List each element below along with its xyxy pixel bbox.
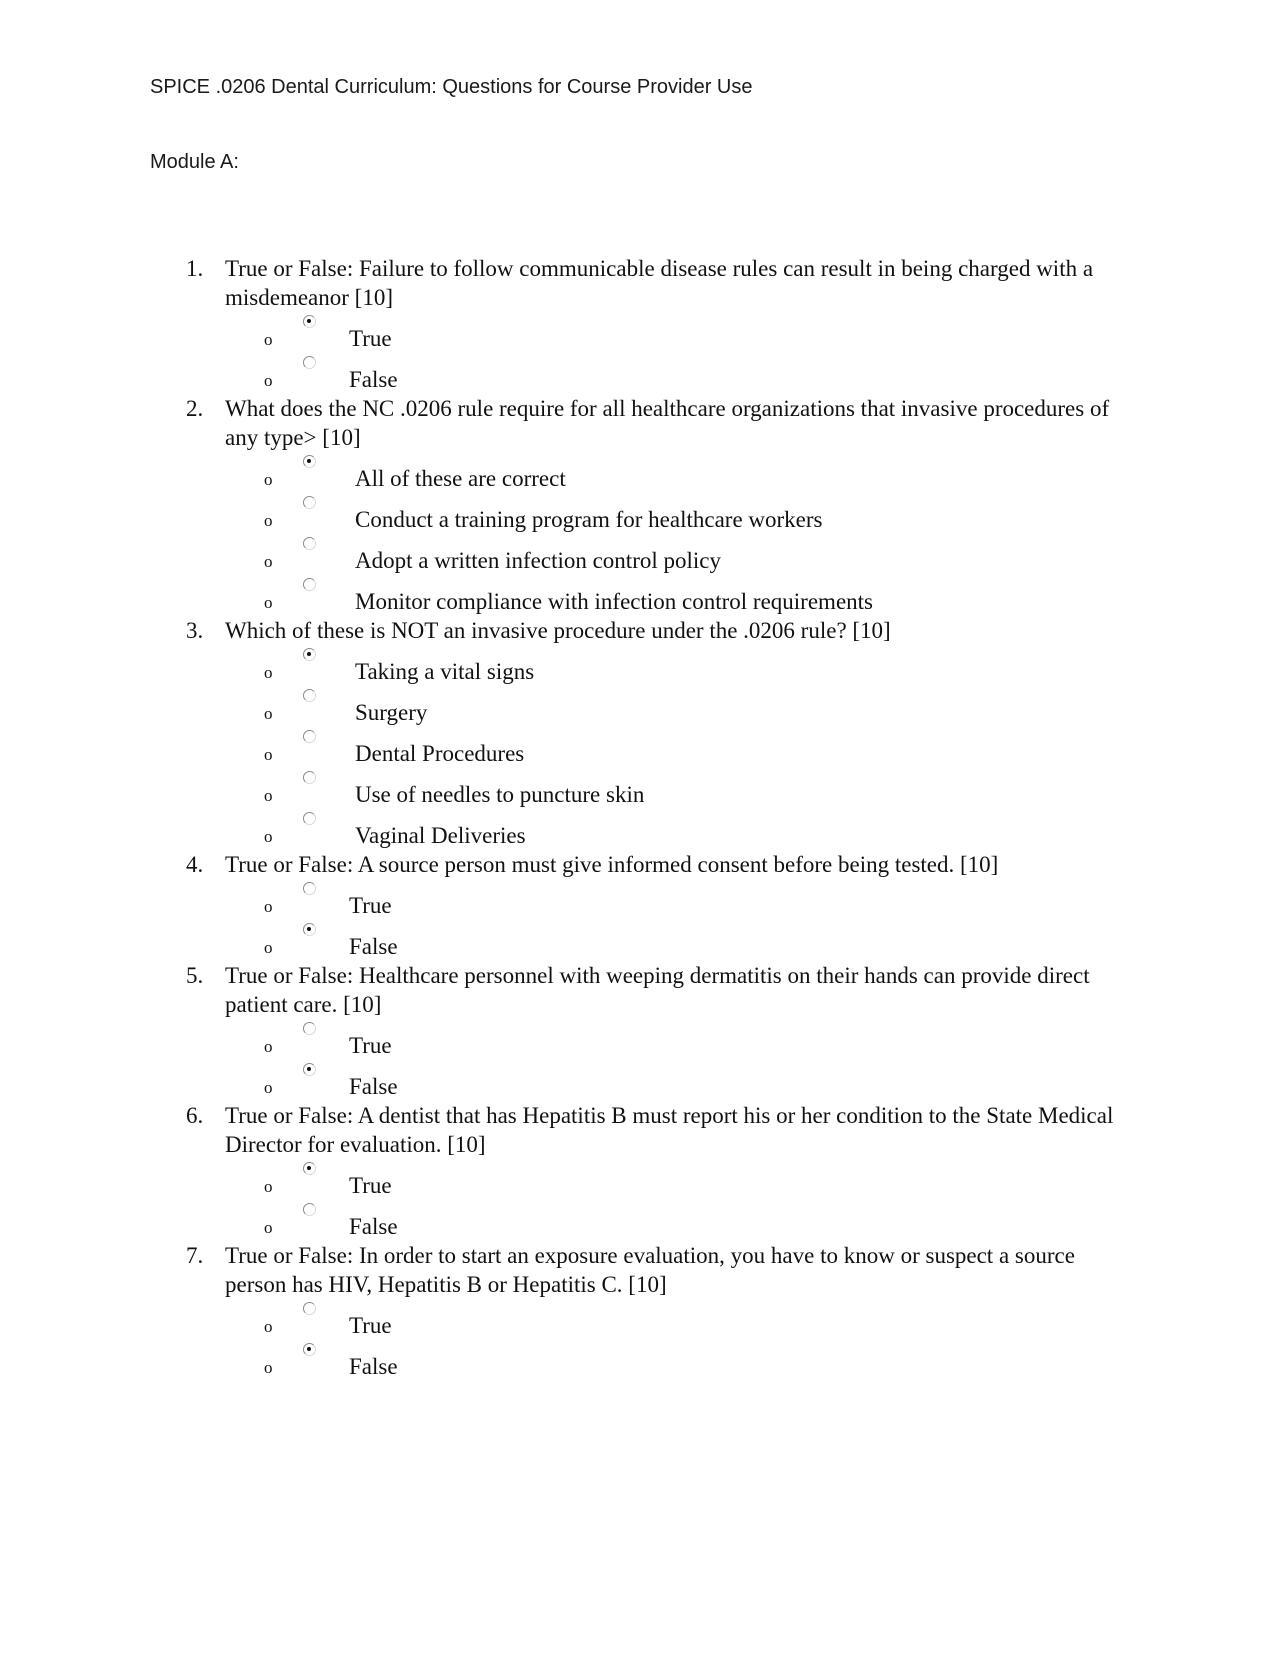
list-bullet: o — [264, 1078, 273, 1097]
answer-option[interactable] — [0, 312, 1280, 353]
answer-option[interactable] — [0, 493, 1280, 534]
list-bullet: o — [264, 745, 273, 764]
radio-unselected-icon[interactable] — [303, 578, 316, 591]
answer-label: Conduct a training program for healthcare workers — [355, 507, 823, 532]
answer-options — [0, 1159, 1280, 1241]
list-bullet: o — [264, 593, 273, 612]
radio-selected-icon[interactable] — [303, 1063, 316, 1076]
question-7 — [0, 1241, 1280, 1381]
answer-options — [0, 1299, 1280, 1381]
radio-selected-icon[interactable] — [303, 923, 316, 936]
list-bullet: o — [264, 1358, 273, 1377]
answer-option[interactable] — [0, 353, 1280, 394]
answer-option[interactable] — [0, 768, 1280, 809]
answer-option[interactable] — [0, 1159, 1280, 1200]
question-3 — [0, 616, 1280, 850]
answer-label: True — [349, 893, 392, 918]
question-number: 1. — [186, 256, 204, 281]
radio-selected-icon[interactable] — [303, 1162, 316, 1175]
question-5 — [0, 961, 1280, 1101]
question-text: True or False: Healthcare personnel with weeping dermatitis on their hands can provide direct patient care. [10] — [225, 963, 1090, 1017]
answer-label: Monitor compliance with infection control requirements — [355, 589, 873, 614]
list-bullet: o — [264, 827, 273, 846]
answer-options — [0, 879, 1280, 961]
radio-unselected-icon[interactable] — [303, 1022, 316, 1035]
question-text: Which of these is NOT an invasive procedure under the .0206 rule? [10] — [225, 618, 891, 643]
answer-options — [0, 645, 1280, 850]
question-number: 4. — [186, 852, 204, 877]
list-bullet: o — [264, 663, 273, 682]
answer-option[interactable] — [0, 534, 1280, 575]
radio-unselected-icon[interactable] — [303, 356, 316, 369]
question-2 — [0, 394, 1280, 616]
question-6 — [0, 1101, 1280, 1241]
list-bullet: o — [264, 371, 273, 390]
radio-unselected-icon[interactable] — [303, 537, 316, 550]
list-bullet: o — [264, 1218, 273, 1237]
answer-label: Vaginal Deliveries — [355, 823, 526, 848]
answer-label: True — [349, 1173, 392, 1198]
question-number: 3. — [186, 618, 204, 643]
answer-label: All of these are correct — [355, 466, 566, 491]
answer-option[interactable] — [0, 1340, 1280, 1381]
question-text: True or False: A source person must give informed consent before being tested. [10] — [225, 852, 999, 877]
answer-options — [0, 1019, 1280, 1101]
answer-option[interactable] — [0, 879, 1280, 920]
answer-option[interactable] — [0, 452, 1280, 493]
answer-option[interactable] — [0, 809, 1280, 850]
answer-label: True — [349, 326, 392, 351]
answer-option[interactable] — [0, 1060, 1280, 1101]
answer-label: False — [349, 367, 398, 392]
radio-unselected-icon[interactable] — [303, 812, 316, 825]
answer-label: Surgery — [355, 700, 428, 725]
answer-option[interactable] — [0, 645, 1280, 686]
radio-unselected-icon[interactable] — [303, 496, 316, 509]
answer-label: Adopt a written infection control policy — [355, 548, 721, 573]
answer-option[interactable] — [0, 920, 1280, 961]
answer-label: False — [349, 1354, 398, 1379]
answer-label: False — [349, 1214, 398, 1239]
question-4 — [0, 850, 1280, 961]
answer-label: Use of needles to puncture skin — [355, 782, 645, 807]
list-bullet: o — [264, 1037, 273, 1056]
radio-unselected-icon[interactable] — [303, 1302, 316, 1315]
question-1 — [0, 254, 1280, 394]
question-text: True or False: Failure to follow communicable disease rules can result in being charged with a misdemeanor [10] — [225, 256, 1094, 310]
list-bullet: o — [264, 330, 273, 349]
answer-option[interactable] — [0, 727, 1280, 768]
question-number: 2. — [186, 396, 204, 421]
radio-unselected-icon[interactable] — [303, 771, 316, 784]
answer-option[interactable] — [0, 575, 1280, 616]
module-heading: Module A: — [150, 151, 239, 173]
list-bullet: o — [264, 511, 273, 530]
answer-label: False — [349, 934, 398, 959]
radio-selected-icon[interactable] — [303, 1343, 316, 1356]
question-number: 5. — [186, 963, 204, 988]
list-bullet: o — [264, 470, 273, 489]
document-title: SPICE .0206 Dental Curriculum: Questions for Course Provider Use — [150, 76, 753, 98]
list-bullet: o — [264, 897, 273, 916]
question-list — [0, 254, 1280, 1381]
answer-options — [0, 452, 1280, 616]
answer-label: Taking a vital signs — [355, 659, 535, 684]
answer-label: True — [349, 1033, 392, 1058]
list-bullet: o — [264, 704, 273, 723]
answer-label: True — [349, 1313, 392, 1338]
question-number: 7. — [186, 1243, 204, 1268]
question-number: 6. — [186, 1103, 204, 1128]
radio-unselected-icon[interactable] — [303, 730, 316, 743]
list-bullet: o — [264, 1317, 273, 1336]
list-bullet: o — [264, 786, 273, 805]
list-bullet: o — [264, 938, 273, 957]
list-bullet: o — [264, 552, 273, 571]
question-text: True or False: A dentist that has Hepatitis B must report his or her condition to the State Medical Director for evaluation. [10] — [225, 1103, 1114, 1157]
answer-options — [0, 312, 1280, 394]
answer-label: Dental Procedures — [355, 741, 525, 766]
answer-option[interactable] — [0, 1299, 1280, 1340]
question-text: What does the NC .0206 rule require for all healthcare organizations that invasive procedures of any type> [10] — [225, 396, 1110, 450]
question-text: True or False: In order to start an exposure evaluation, you have to know or suspect a source person has HIV, Hepatitis B or Hepatitis C. [10] — [225, 1243, 1075, 1297]
answer-label: False — [349, 1074, 398, 1099]
radio-selected-icon[interactable] — [303, 648, 316, 661]
radio-selected-icon[interactable] — [303, 315, 316, 328]
answer-option[interactable] — [0, 1200, 1280, 1241]
answer-option[interactable] — [0, 1019, 1280, 1060]
radio-unselected-icon[interactable] — [303, 689, 316, 702]
answer-option[interactable] — [0, 686, 1280, 727]
radio-unselected-icon[interactable] — [303, 1203, 316, 1216]
radio-unselected-icon[interactable] — [303, 882, 316, 895]
list-bullet: o — [264, 1177, 273, 1196]
radio-selected-icon[interactable] — [303, 455, 316, 468]
